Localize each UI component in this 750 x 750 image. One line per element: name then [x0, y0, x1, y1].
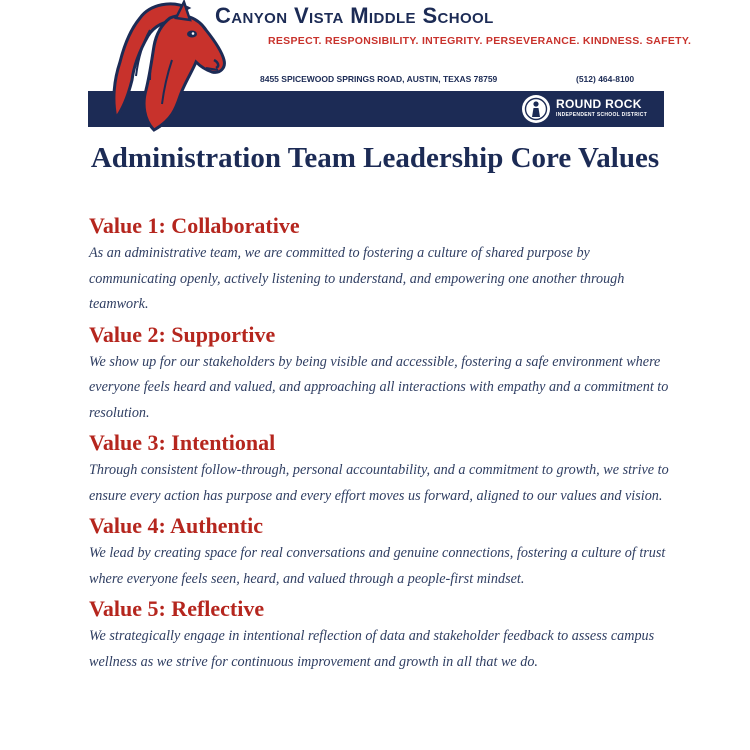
school-name: Canyon Vista Middle School — [215, 3, 494, 28]
district-subtitle: INDEPENDENT SCHOOL DISTRICT — [556, 112, 648, 118]
value-item-intentional — [89, 428, 669, 509]
value-heading: Value 1: Collaborative — [89, 213, 300, 238]
value-item-collaborative — [89, 211, 669, 318]
value-item-reflective — [89, 594, 669, 675]
value-description: We lead by creating space for real conversations and genuine connections, fostering a culture of trust where everyone feels seen, heard, and valued through a people-first mindset. — [89, 545, 666, 587]
district-logo — [522, 95, 662, 123]
value-description: We strategically engage in intentional reflection of data and stakeholder feedback to assess campus wellness as we strive for continuous improvement and growth in all that we do. — [89, 628, 655, 670]
value-heading: Value 2: Supportive — [89, 321, 276, 347]
district-seal-icon — [522, 95, 550, 123]
value-item-supportive — [89, 320, 669, 427]
value-description: We show up for our stakeholders by being visible and accessible, fostering a safe environment where everyone feels heard and valued, and approaching all interactions with empathy and a commitment to resolution. — [89, 353, 669, 421]
mustang-mascot-icon — [110, 0, 228, 132]
value-description: As an administrative team, we are committed to fostering a culture of shared purpose by communicating openly, actively listening to understand, and empowering one another through teamwork. — [89, 245, 625, 312]
district-name: ROUND ROCK — [556, 97, 642, 111]
core-values-list — [89, 211, 669, 677]
school-phone: (512) 464-8100 — [576, 74, 635, 84]
school-address: 8455 SPICEWOOD SPRINGS ROAD, AUSTIN, TEXAS 78759 — [260, 74, 498, 84]
value-heading: Value 3: Intentional — [89, 430, 276, 455]
value-heading: Value 5: Reflective — [89, 596, 265, 621]
value-description: Through consistent follow-through, personal accountability, and a commitment to growth, we strive to ensure every action has purpose and every effort moves us forward, aligned to our values and vision. — [89, 462, 669, 504]
page-title: Administration Team Leadership Core Values — [90, 142, 660, 174]
value-heading: Value 4: Authentic — [89, 513, 263, 538]
school-motto: RESPECT. RESPONSIBILITY. INTEGRITY. PERSEVERANCE. KINDNESS. SAFETY. — [268, 35, 692, 47]
value-item-authentic — [89, 511, 669, 592]
